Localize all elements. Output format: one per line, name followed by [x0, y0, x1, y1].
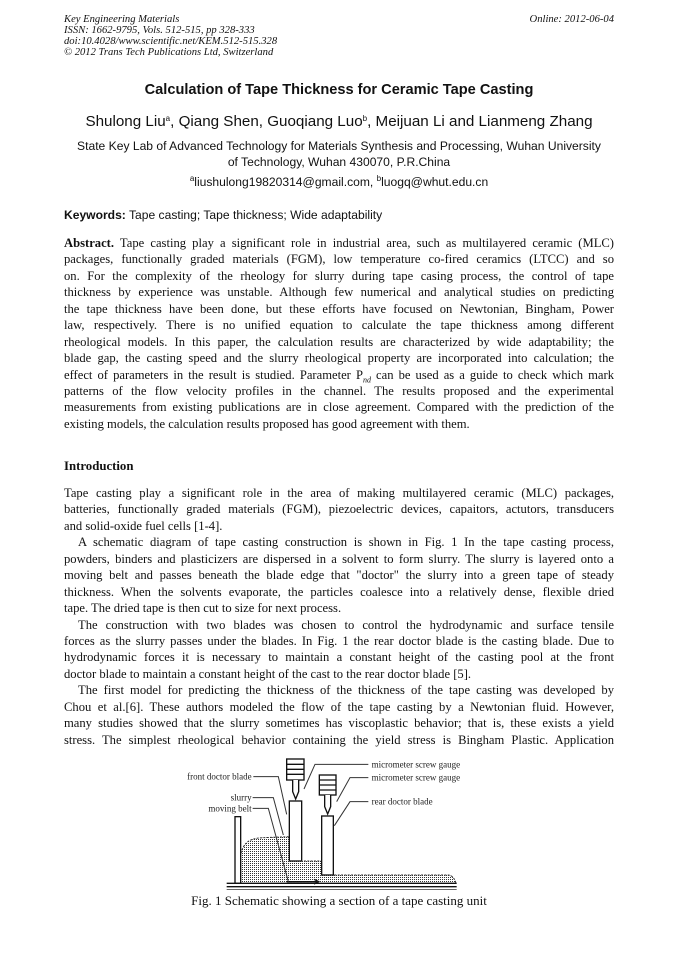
- email-sup: a: [189, 174, 195, 183]
- abstract-line: law, respectively. There is no unified equation to calculate the tape thickness among different: [64, 318, 614, 333]
- authors: [0, 113, 678, 130]
- intro-line: tape. The dried tape is then cut to size for next process.: [64, 601, 342, 616]
- abstract-line: existing models, the calculation results proposed has good agreement with them.: [64, 416, 470, 431]
- intro-line: hydrodynamic forces it is necessary to maintain a constant height of the casting pool at the front: [64, 650, 614, 665]
- label-rear-doctor-blade: rear doctor blade: [371, 796, 433, 807]
- abstract-text: Tape casting play a significant role in industrial area, such as multilayered ceramic (MLC): [114, 236, 614, 250]
- micrometer-screw-gauge-1: [287, 759, 304, 799]
- label-micrometer-screw-gauge-1: micrometer screw gauge: [371, 759, 461, 770]
- email-sup: b: [376, 174, 382, 183]
- intro-line: doctor blade to maintain a constant height of the cast to the rear doctor blade [5].: [64, 666, 472, 681]
- intro-line: Tape casting play a significant role in the area of making multilayered ceramic (MLC) packages,: [64, 486, 614, 500]
- introduction-body: [64, 485, 614, 748]
- affiliation-line: State Key Lab of Advanced Technology for Materials Synthesis and Processing, Wuhan University: [77, 139, 601, 153]
- label-moving-belt: moving belt: [208, 803, 252, 814]
- label-micrometer-screw-gauge-2: micrometer screw gauge: [371, 772, 461, 783]
- affiliation-line: of Technology, Wuhan 430070, P.R.China: [227, 155, 451, 169]
- doi[interactable]: doi:10.4028/www.scientific.net/KEM.512-515.328: [64, 36, 278, 47]
- intro-line: The construction with two blades was chosen to control the hydrodynamic and surface tensile: [78, 617, 614, 632]
- keywords: [64, 208, 382, 222]
- subscript: nd: [362, 375, 371, 383]
- abstract-line: measurements from existing publications are in close agreement. Compared with the prediction of the: [64, 400, 614, 415]
- tape-casting-schematic: [150, 755, 530, 890]
- micrometer-screw-gauge-2: [319, 775, 336, 814]
- email-a[interactable]: liushulong19820314@gmail.com,: [194, 175, 377, 189]
- author-sup: b: [362, 114, 368, 123]
- intro-line: stress. The simplest rheological behavior containing the yield stress is Bingham Plastic. Application: [64, 732, 614, 747]
- copyright: © 2012 Trans Tech Publications Ltd, Switzerland: [64, 47, 274, 58]
- abstract-line: the tape thickness have been done, but these efforts have focused on Newtonian, Bingham, Power: [64, 301, 614, 316]
- rear-doctor-blade: [322, 816, 334, 875]
- author: , Meijuan Li and Lianmeng Zhang: [367, 113, 593, 130]
- section-heading: Introduction: [64, 459, 134, 473]
- affiliation: [0, 138, 678, 170]
- author-sup: a: [165, 114, 171, 123]
- slurry-shape: [241, 837, 456, 884]
- intro-line: A schematic diagram of tape casting construction is shown in Fig. 1 In the tape casting process,: [78, 535, 614, 550]
- abstract-line: rheological models. In this paper, the calculation results are characterized by wide adaptability; the: [64, 334, 614, 349]
- intro-line: thickness. When the solvents evaporate, the particles coalesce into a relatively dense, flexible dried: [64, 584, 614, 599]
- abstract-text: effect of parameters in the result is studied. Parameter P: [64, 367, 363, 382]
- abstract-line: [64, 367, 614, 383]
- email-b[interactable]: luogq@whut.edu.cn: [381, 175, 489, 189]
- intro-line: many studies showed that the slurry sometimes has viscoplastic behavior; that is, these exists a yield: [64, 716, 614, 731]
- intro-line: powders, binders and plasticizers are dispersed in a solvent to form slurry. The slurry is layered onto a: [64, 551, 614, 566]
- label-front-doctor-blade: front doctor blade: [187, 771, 252, 782]
- abstract-text: can be used as a guide to check which mark: [370, 367, 614, 382]
- figure-caption: Fig. 1 Schematic showing a section of a tape casting unit: [191, 893, 487, 908]
- keywords-text: Tape casting; Tape thickness; Wide adaptability: [125, 208, 383, 222]
- abstract-line: thickness by experience was unstable. Although few numerical and analytical studies on predicting: [64, 285, 614, 300]
- abstract-line: patterns of the flow velocity profiles in the channel. The results proposed and the experimental: [64, 383, 614, 398]
- intro-line: The first model for predicting the thickness of the thickness of the tape casting was developed by: [78, 683, 614, 698]
- abstract-line: [64, 235, 614, 251]
- left-wall: [235, 817, 241, 884]
- journal-name: Key Engineering Materials: [64, 14, 180, 25]
- abstract-line: packages, functionally graded materials (FGM), low temperature co-fired ceramics (LTCC) and so: [64, 252, 614, 267]
- abstract-line: blade gap, the casting speed and the slurry rheological property are incorporated into calculation; the: [64, 351, 614, 366]
- moving-belt: [227, 883, 457, 890]
- abstract-label: Abstract.: [64, 236, 115, 250]
- abstract-line: on. For the complexity of the rheology for slurry during tape casing process, the control of tape: [64, 268, 614, 283]
- paper-title: Calculation of Tape Thickness for Ceramic Tape Casting: [144, 82, 534, 98]
- front-doctor-blade: [289, 801, 301, 861]
- intro-line: and solid-oxide fuel cells [1-4].: [64, 518, 223, 533]
- intro-line: batteries, functionally graded materials (FGM), piezoelectric devices, capaitors, actutors, transducers: [64, 502, 614, 517]
- author: , Qiang Shen, Guoqiang Luo: [170, 113, 363, 130]
- issn: ISSN: 1662-9795, Vols. 512-515, pp 328-333: [64, 25, 255, 36]
- intro-line: Chou et al.[6]. These authors modeled the flow of the tape casting by a Newtonian fluid. However,: [64, 699, 614, 714]
- abstract: [64, 235, 614, 432]
- intro-line: moving belt and passes beneath the blade edge that "doctor" the slurry into a green tape of steady: [64, 568, 614, 583]
- keywords-label: Keywords:: [64, 208, 126, 222]
- online-date: Online: 2012-06-04: [529, 14, 614, 25]
- emails: [0, 175, 678, 189]
- label-slurry: slurry: [230, 792, 252, 803]
- author: Shulong Liu: [85, 113, 166, 130]
- intro-line: forces as the slurry passes under the blades. In Fig. 1 the rear doctor blade is the casting blade. Due to: [64, 633, 614, 648]
